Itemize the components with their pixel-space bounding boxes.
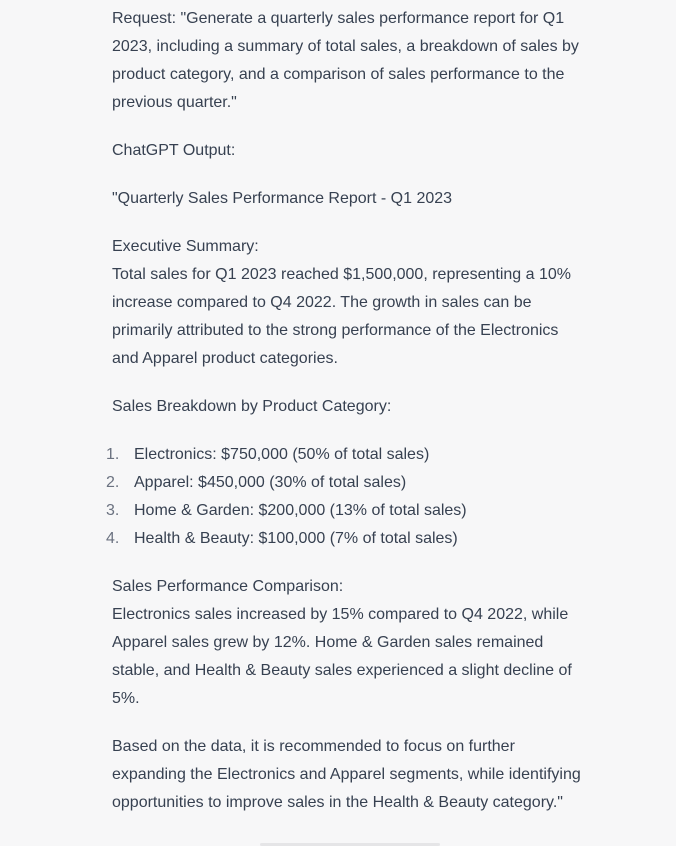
list-item-number: 2. [106, 474, 120, 491]
breakdown-heading: Sales Breakdown by Product Category: [112, 398, 392, 415]
list-item-number: 1. [106, 446, 120, 463]
comparison-heading: Sales Performance Comparison: [112, 578, 344, 595]
list-item [106, 525, 582, 553]
list-item [106, 469, 582, 497]
report-title: "Quarterly Sales Performance Report - Q1 2023 [112, 190, 453, 207]
output-label: ChatGPT Output: [112, 142, 236, 159]
executive-summary-text: Total sales for Q1 2023 reached $1,500,000, representing a 10% increase compared to Q4 2022. The growth in sales can be primarily attributed to the strong performance of the Electronics and Apparel product categories. [112, 266, 571, 367]
list-item-number: 4. [106, 530, 120, 547]
list-item [106, 441, 582, 469]
list-item-text: Electronics: $750,000 (50% of total sales) [134, 446, 430, 463]
recommendation-paragraph: Based on the data, it is recommended to focus on further expanding the Electronics and Apparel segments, while identifying opportunities to improve sales in the Health & Beauty category." [112, 738, 581, 811]
message-content [106, 5, 582, 817]
list-item-text: Apparel: $450,000 (30% of total sales) [134, 474, 407, 491]
request-paragraph: Request: "Generate a quarterly sales performance report for Q1 2023, including a summary of total sales, a breakdown of sales by product category, and a comparison of sales performance to the previous quarter." [112, 10, 579, 111]
comparison-text: Electronics sales increased by 15% compared to Q4 2022, while Apparel sales grew by 12%. Home & Garden sales remained stable, and Health & Beauty sales experienced a slight decline of 5%. [112, 606, 572, 707]
list-item-number: 3. [106, 502, 120, 519]
executive-summary-heading: Executive Summary: [112, 238, 259, 255]
list-item [106, 497, 582, 525]
list-item-text: Home & Garden: $200,000 (13% of total sales) [134, 502, 467, 519]
list-item-text: Health & Beauty: $100,000 (7% of total sales) [134, 530, 458, 547]
category-list [106, 441, 582, 553]
